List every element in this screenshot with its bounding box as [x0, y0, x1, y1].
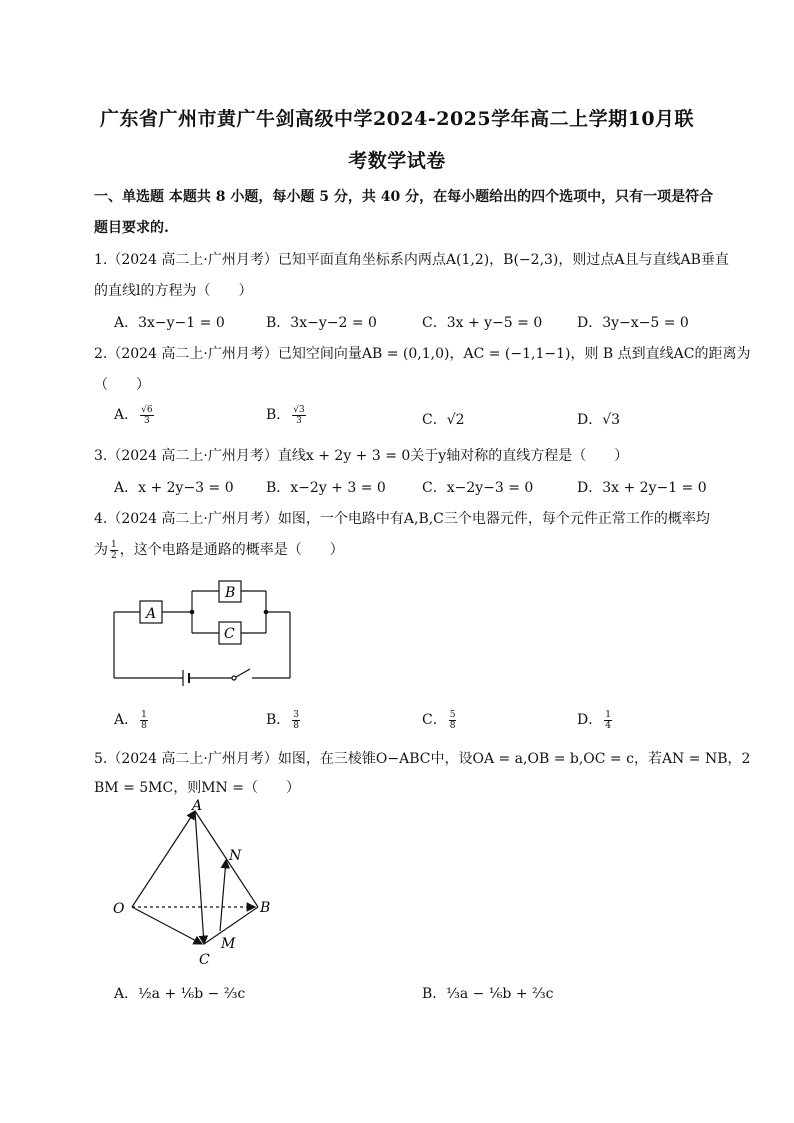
q2-option-b-fraction	[292, 405, 305, 426]
q4-option-c-label: C．	[422, 712, 447, 728]
q2-option-a-label: A．	[114, 407, 139, 423]
q1-option-a: A．3x−y−1 = 0	[114, 315, 225, 331]
edge-oa	[132, 811, 195, 907]
q3-option-b: B．x−2y + 3 = 0	[266, 480, 386, 496]
q4-option-a-label: A．	[114, 712, 139, 728]
q5-option-b: B．⅓a − ⅙b + ⅔c	[422, 986, 554, 1002]
q4-option-b-label: B．	[266, 712, 291, 728]
q5-option-a: A．½a + ⅙b − ⅔c	[114, 986, 246, 1002]
vertex-c-label: C	[199, 952, 210, 968]
pyramid-diagram	[108, 798, 278, 970]
q2-stem-line2: （ ）	[94, 377, 150, 393]
q1-option-c: C．3x + y−5 = 0	[422, 315, 543, 331]
q2-option-d: D．√3	[577, 412, 621, 428]
q2-option-a-fraction	[140, 405, 153, 426]
component-a-label: A	[146, 606, 157, 622]
q4-option-a-fraction	[140, 710, 148, 731]
q1-option-d: D．3y−x−5 = 0	[577, 315, 689, 331]
q1-stem-line2: 的直线l的方程为（ ）	[94, 283, 253, 299]
q4-stem-fraction	[110, 540, 118, 561]
q2-option-b	[266, 404, 308, 426]
q3-stem-line1: 3.（2024 高二上·广州月考）直线x + 2y + 3 = 0关于y轴对称的直线方程是（ ）	[94, 448, 629, 464]
vertex-o-label: O	[113, 901, 125, 917]
q4-stem-prefix: 为	[94, 542, 108, 558]
switch-lever	[236, 669, 250, 677]
q4-option-a-num: 1	[141, 709, 147, 720]
q4-stem-num: 1	[111, 539, 117, 550]
q2-option-a	[114, 404, 156, 426]
vertex-a-label: A	[192, 798, 203, 814]
junction-left	[190, 610, 195, 615]
q4-stem-suffix: ，这个电路是通路的概率是（ ）	[119, 542, 344, 558]
q4-option-a-den: 8	[141, 720, 147, 731]
q2-option-a-den: 3	[143, 415, 150, 426]
q5-stem-line1: 5.（2024 高二上·广州月考）如图，在三棱锥O−ABC中，设OA = a,OB = b,OC = c，若AN = NB，2	[94, 751, 751, 767]
q3-option-d: D．3x + 2y−1 = 0	[577, 480, 707, 496]
q4-option-b-den: 8	[293, 720, 300, 731]
point-m-label: M	[221, 936, 236, 952]
edge-ab	[195, 811, 258, 907]
exam-title-line2: 考数学试卷	[348, 150, 446, 172]
q4-option-d-den: 4	[605, 720, 611, 731]
q2-option-b-label: B．	[266, 407, 291, 423]
section-heading-line2: 题目要求的.	[94, 220, 169, 236]
q2-option-b-num: √3	[293, 404, 305, 415]
section-heading-line1: 一、单选题 本题共 8 小题，每小题 5 分，共 40 分，在每小题给出的四个选项中，只有一项是符合	[94, 189, 714, 205]
q5-stem-line2: BM = 5MC，则MN =（ ）	[94, 780, 300, 796]
q3-option-a: A．x + 2y−3 = 0	[114, 480, 234, 496]
circuit-diagram	[110, 575, 300, 695]
q4-stem-den: 2	[111, 550, 117, 561]
q4-option-c-num: 5	[449, 709, 456, 720]
switch-pivot	[232, 676, 236, 680]
component-b-label: B	[225, 585, 236, 601]
edge-ac	[195, 811, 204, 944]
q4-option-c	[422, 709, 458, 731]
component-c-label: C	[224, 626, 235, 642]
edge-oc	[132, 907, 202, 944]
point-n-label: N	[229, 848, 242, 864]
q1-stem-line1: 1.（2024 高二上·广州月考）已知平面直角坐标系内两点A(1,2)，B(−2,3)，则过点A且与直线AB垂直	[94, 252, 729, 268]
q4-option-d-label: D．	[577, 712, 603, 728]
junction-right	[264, 610, 269, 615]
vector-mn	[220, 860, 226, 931]
q4-option-c-den: 8	[449, 720, 456, 731]
q4-option-a	[114, 709, 150, 731]
q2-option-b-den: 3	[296, 415, 302, 426]
q4-option-d-num: 1	[605, 709, 611, 720]
q2-option-a-num: √6	[141, 404, 153, 415]
exam-title-line1: 广东省广州市黄广牛剑高级中学2024-2025学年高二上学期10月联	[99, 108, 695, 130]
q2-option-c: C．√2	[422, 412, 465, 428]
q4-option-b-num: 3	[293, 709, 300, 720]
q3-option-c: C．x−2y−3 = 0	[422, 480, 534, 496]
q1-option-b: B．3x−y−2 = 0	[266, 315, 377, 331]
vertex-b-label: B	[260, 900, 271, 916]
q4-option-b-fraction	[292, 710, 300, 731]
q4-option-c-fraction	[449, 710, 457, 731]
q4-option-d	[577, 709, 614, 731]
q4-stem-line1: 4.（2024 高二上·广州月考）如图，一个电路中有A,B,C三个电器元件，每个元件正常工作的概率均	[94, 511, 710, 527]
q4-stem-line2	[94, 539, 344, 561]
q4-option-d-fraction	[604, 710, 612, 731]
q2-stem-line1: 2.（2024 高二上·广州月考）已知空间向量AB = (0,1,0)，AC = (−1,1−1)，则 B 点到直线AC的距离为	[94, 346, 751, 362]
q4-option-b	[266, 709, 302, 731]
